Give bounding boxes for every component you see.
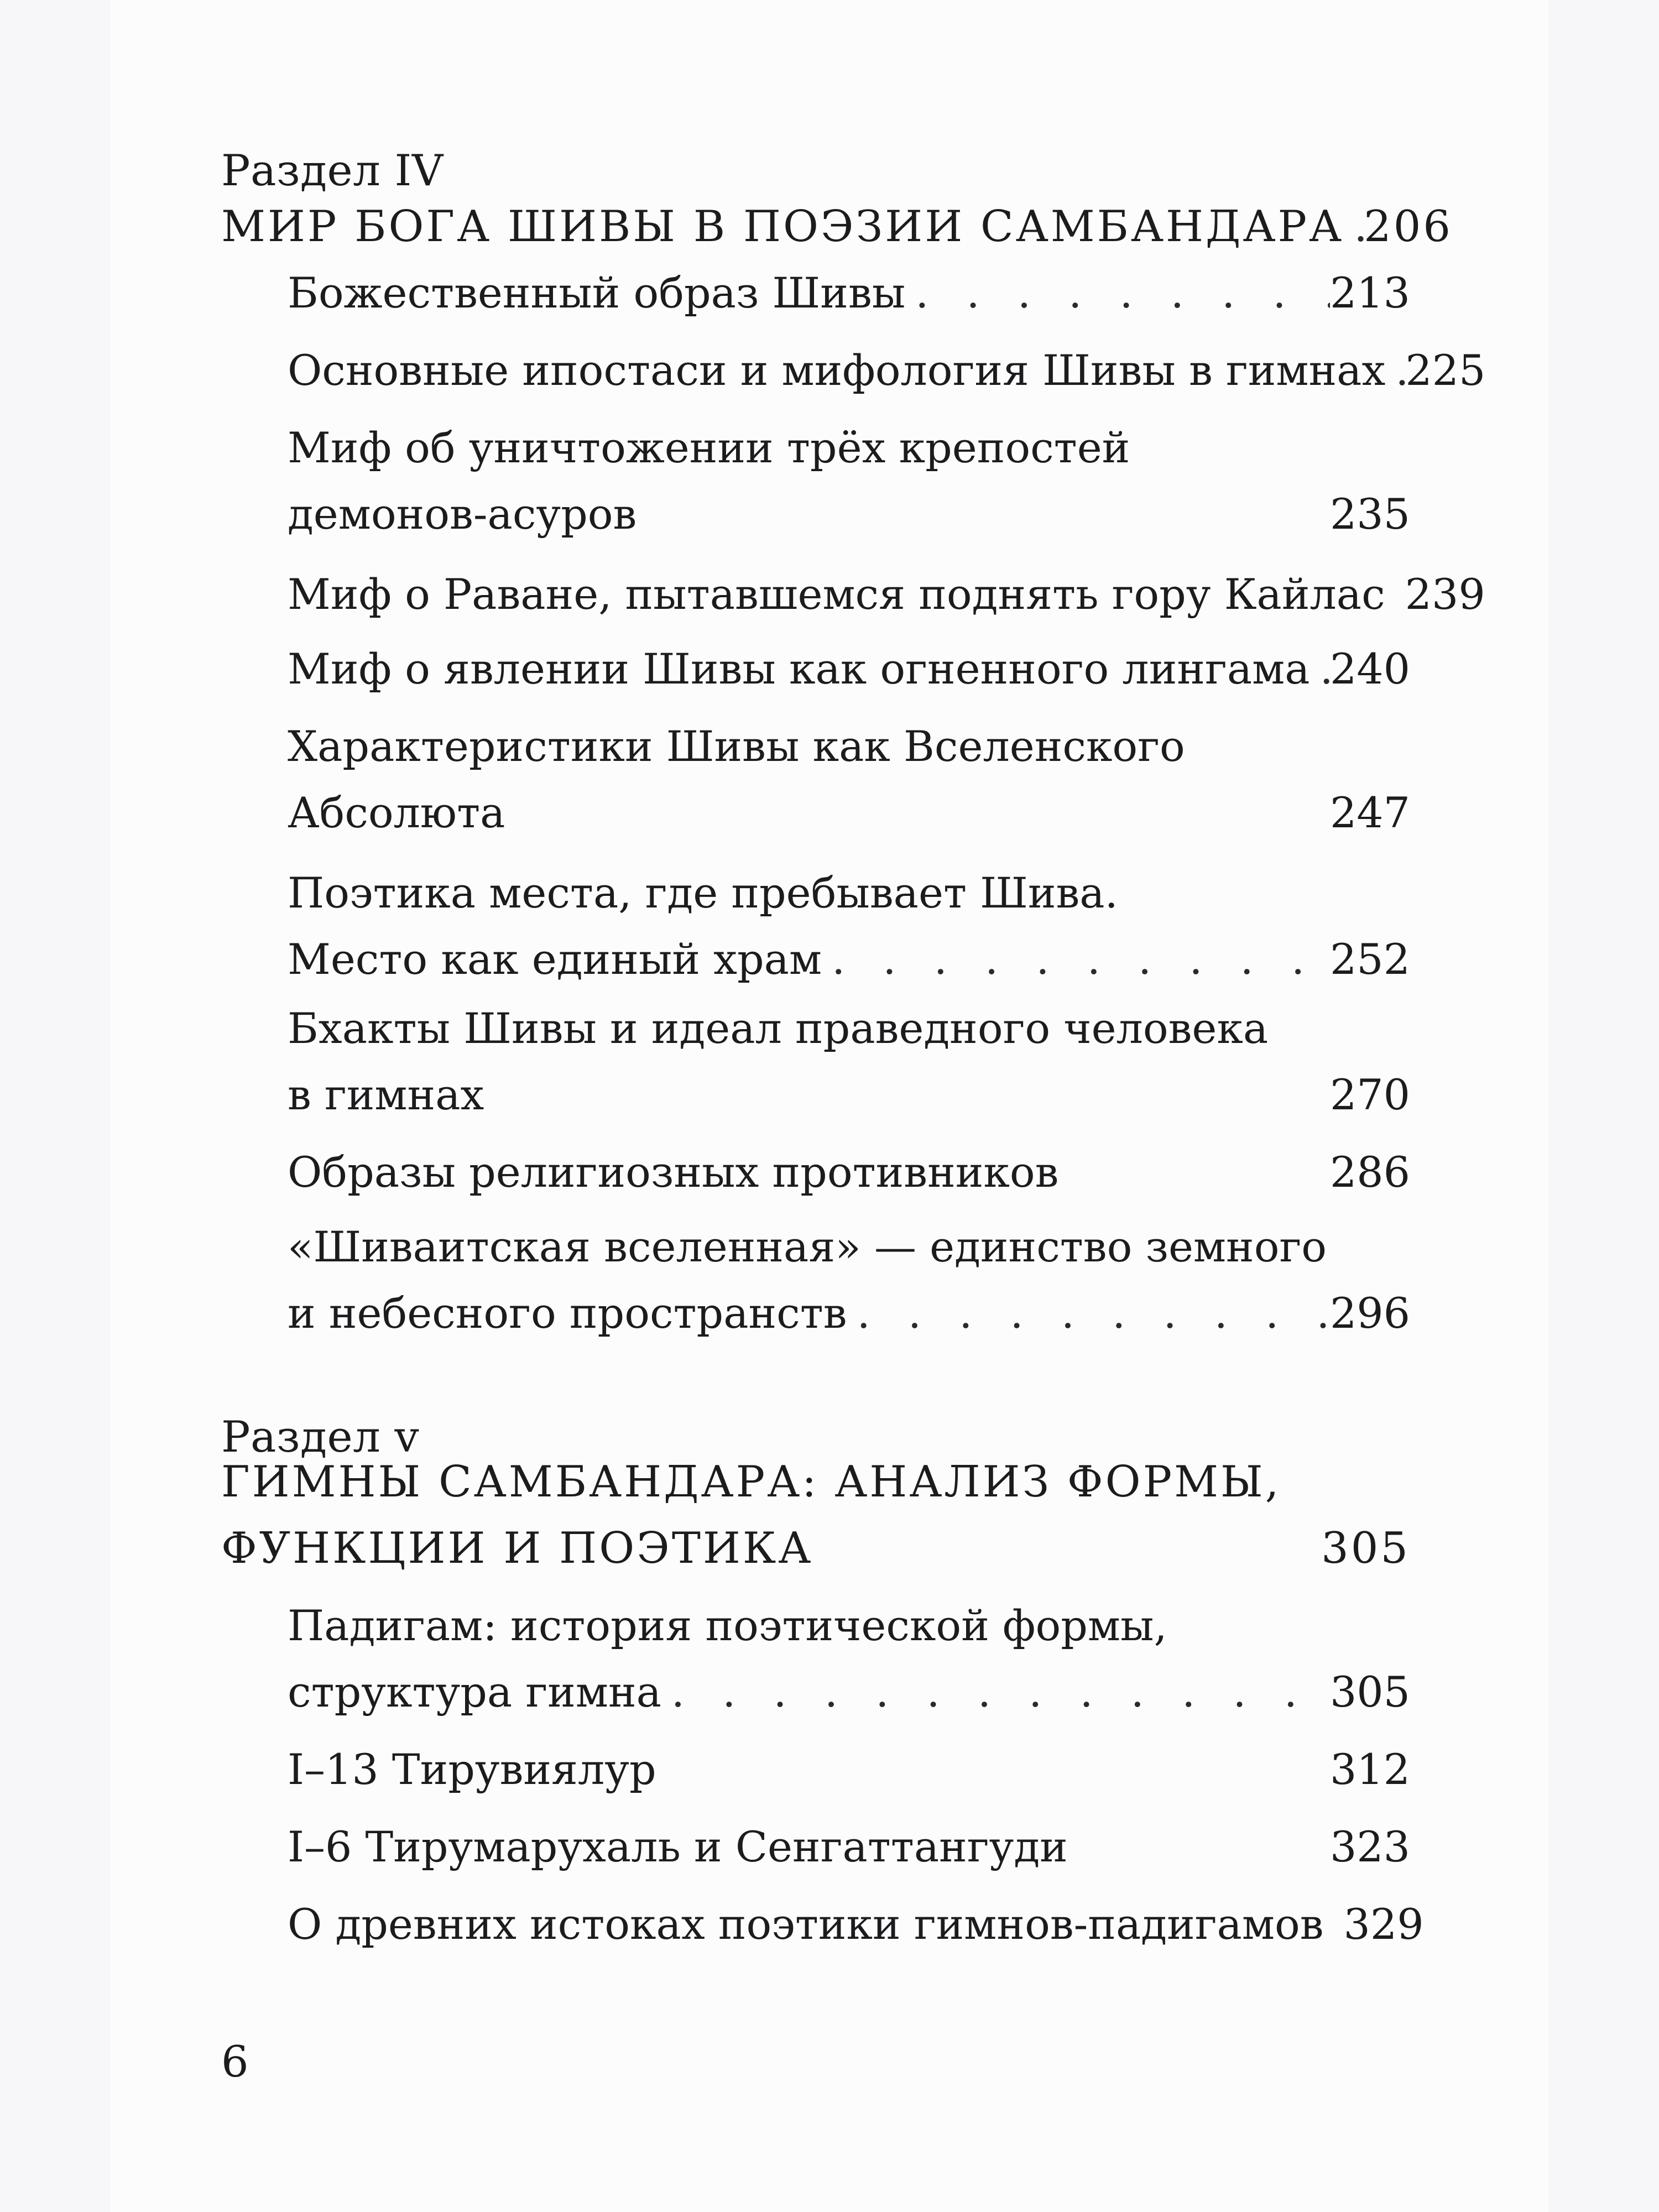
entry-title: О древних истоках поэтики гимнов-падигамов xyxy=(288,1900,1324,1949)
page-number: 6 xyxy=(221,2037,249,2087)
entry-page: 305 xyxy=(1329,1667,1410,1717)
leader-dots xyxy=(1344,194,1364,260)
entry-title: Основные ипостаси и мифология Шивы в гимнах xyxy=(288,346,1386,395)
entry-page: 296 xyxy=(1329,1288,1410,1338)
section-4-title xyxy=(221,194,1453,260)
leader-dots xyxy=(847,1280,1330,1347)
entry-title: Миф о Раване, пытавшемся поднять гору Кайлас xyxy=(288,570,1385,619)
entry-page: 213 xyxy=(1329,268,1410,317)
toc-entry xyxy=(288,1214,1410,1347)
section-5-title-line-1 xyxy=(221,1449,1410,1515)
section-5-title-text-2: ФУНКЦИИ И ПОЭТИКА xyxy=(221,1524,813,1573)
entry-title: I–13 Тирувиялур xyxy=(288,1745,656,1794)
toc-entry xyxy=(288,1736,1410,1803)
entry-title-line-1: Характеристики Шивы как Вселенского xyxy=(288,722,1185,771)
leader-dots xyxy=(905,260,1330,326)
leader-dots xyxy=(1310,636,1330,702)
section-4-title-text: МИР БОГА ШИВЫ В ПОЭЗИИ САМБАНДАРА xyxy=(221,202,1344,252)
section-4-label: Раздел IV xyxy=(221,146,444,196)
toc-entry xyxy=(288,337,1486,404)
entry-page: 312 xyxy=(1329,1745,1410,1794)
toc-entry xyxy=(288,1593,1410,1725)
toc-entry xyxy=(288,636,1410,702)
toc-entry xyxy=(288,713,1410,846)
entry-title-line-2: структура гимна xyxy=(288,1667,661,1717)
section-5-title-line-2 xyxy=(221,1515,1410,1582)
entry-title-line-1: «Шиваитская вселенная» — единство земного xyxy=(288,1222,1327,1271)
entry-page: 240 xyxy=(1329,644,1410,693)
entry-title-line-1: Поэтика места, где пребывает Шива. xyxy=(288,868,1118,917)
leader-dots xyxy=(1385,337,1405,404)
entry-title-line-2: демонов-асуров xyxy=(288,489,637,539)
entry-page: 323 xyxy=(1329,1822,1410,1871)
toc-entry xyxy=(288,995,1410,1128)
entry-title-line-2: и небесного пространств xyxy=(288,1288,847,1338)
section-5-page: 305 xyxy=(1321,1524,1410,1573)
entry-title-line-2: Место как единый храм xyxy=(288,935,822,984)
entry-title: Образы религиозных противников xyxy=(288,1147,1059,1197)
entry-page: 225 xyxy=(1405,346,1486,395)
toc-entry xyxy=(288,860,1410,993)
entry-title: Божественный образ Шивы xyxy=(288,268,906,317)
entry-page: 270 xyxy=(1329,1070,1410,1119)
entry-page: 235 xyxy=(1329,489,1410,539)
toc-entry xyxy=(288,260,1410,326)
entry-page: 247 xyxy=(1329,788,1410,837)
entry-page: 286 xyxy=(1329,1147,1410,1197)
entry-title-line-2: в гимнах xyxy=(288,1070,484,1119)
section-5-label: Раздел v xyxy=(221,1412,420,1462)
entry-title: Миф о явлении Шивы как огненного лингама xyxy=(288,644,1310,693)
toc-entry xyxy=(288,1891,1424,1958)
entry-page: 239 xyxy=(1405,570,1485,619)
entry-title-line-1: Бхакты Шивы и идеал праведного человека xyxy=(288,1004,1269,1053)
toc-entry xyxy=(288,561,1485,628)
section-4-page: 206 xyxy=(1364,202,1453,252)
section-5-title-text-1: ГИМНЫ САМБАНДАРА: АНАЛИЗ ФОРМЫ, xyxy=(221,1457,1281,1507)
toc-entry xyxy=(288,1139,1410,1206)
leader-dots xyxy=(661,1659,1330,1725)
entry-page: 329 xyxy=(1343,1900,1424,1949)
entry-page: 252 xyxy=(1329,935,1410,984)
toc-entry xyxy=(288,415,1410,547)
entry-title-line-1: Миф об уничтожении трёх крепостей xyxy=(288,423,1130,472)
toc-entry xyxy=(288,1814,1410,1880)
entry-title-line-1: Падигам: история поэтической формы, xyxy=(288,1601,1167,1650)
leader-dots xyxy=(822,926,1330,993)
entry-title: I–6 Тирумарухаль и Сенгаттангуди xyxy=(288,1822,1068,1871)
entry-title-line-2: Абсолюта xyxy=(288,788,505,837)
